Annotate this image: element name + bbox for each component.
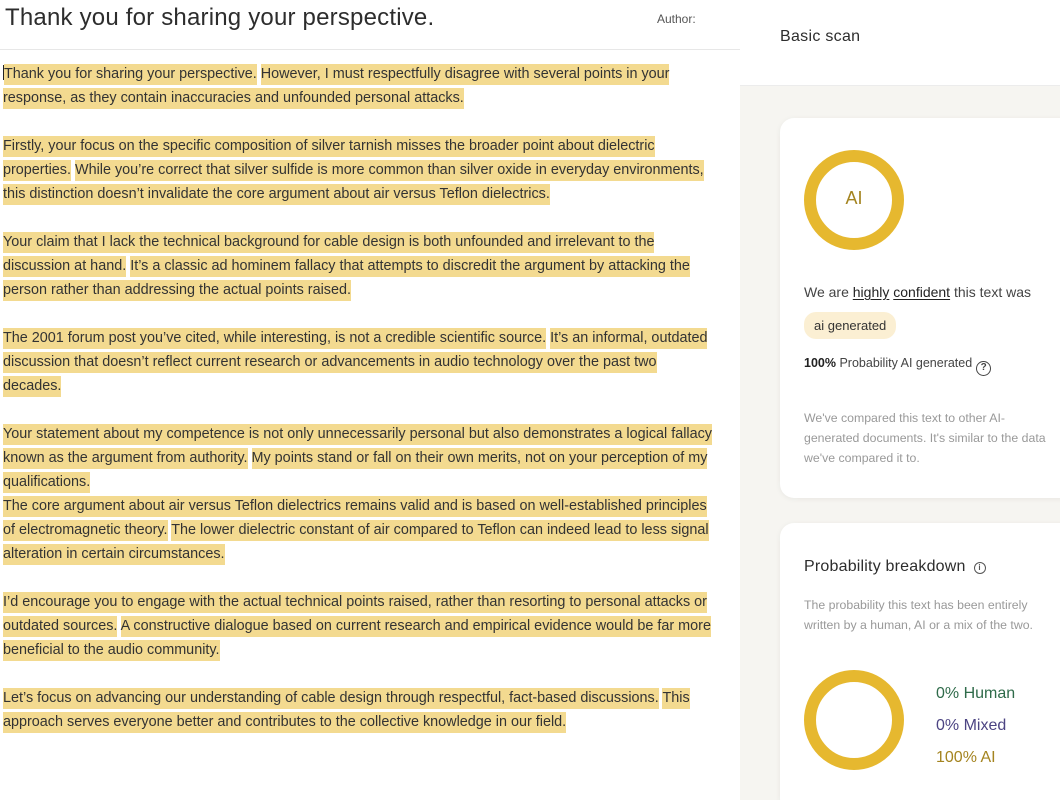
probability-label: Probability AI generated: [835, 356, 973, 370]
question-circle-icon[interactable]: ?: [976, 361, 991, 376]
document-title: Thank you for sharing your perspective.: [5, 4, 435, 31]
highlighted-sentence[interactable]: It’s an informal, outdated discussion that doesn’t reflect current research or advancements in audio technology over the past two decades.: [3, 328, 707, 397]
breakdown-card: [780, 523, 1060, 800]
document-paragraph: [3, 422, 715, 494]
legend-ai: 100% AI: [936, 749, 996, 766]
highlighted-sentence[interactable]: This approach serves everyone better and contributes to the collective knowledge in our field.: [3, 688, 690, 733]
confidence-prefix: We are: [804, 284, 853, 300]
highlighted-sentence[interactable]: The 2001 forum post you’ve cited, while interesting, is not a credible scientific source.: [3, 328, 546, 349]
highlighted-sentence[interactable]: My points stand or fall on their own merits, not on your perception of my qualifications.: [3, 448, 707, 493]
info-circle-icon[interactable]: i: [974, 562, 986, 574]
highlighted-sentence[interactable]: Your statement about my competence is not only unnecessarily personal but also demonstrates a logical fallacy known as the argument from authority.: [3, 424, 712, 469]
document-paragraph: [3, 494, 715, 566]
document-paragraph: [3, 230, 715, 302]
confidence-word-highly[interactable]: highly: [852, 284, 890, 300]
scan-header: [740, 0, 1060, 86]
document-paragraph: [3, 686, 715, 734]
confidence-suffix: this text was: [950, 284, 1031, 300]
highlighted-sentence[interactable]: Your claim that I lack the technical background for cable design is both unfounded and irrelevant to the discussion at hand.: [3, 232, 654, 277]
document-header: [0, 0, 740, 50]
comparison-text: We've compared this text to other AI-generated documents. It's similar to the data we've compared it to.: [804, 411, 1046, 465]
highlighted-sentence[interactable]: It’s a classic ad hominem fallacy that attempts to discredit the argument by attacking the person rather than addressing the actual points raised.: [3, 256, 690, 301]
highlighted-sentence[interactable]: The lower dielectric constant of air compared to Teflon can indeed lead to less signal alteration in certain circumstances.: [3, 520, 709, 565]
probability-line: [804, 356, 991, 376]
highlighted-sentence[interactable]: While you’re correct that silver sulfide is more common than silver oxide in everyday environments, this distinction doesn’t invalidate the core argument about air versus Teflon dielectrics.: [3, 160, 704, 205]
breakdown-description: The probability this text has been entirely written by a human, AI or a mix of the two.: [804, 598, 1033, 632]
highlighted-sentence[interactable]: The core argument about air versus Teflon dielectrics remains valid and is based on well-established principles of electromagnetic theory.: [3, 496, 707, 541]
ai-result-ring: [804, 150, 904, 250]
document-body[interactable]: [3, 62, 715, 758]
ai-ring-label: AI: [845, 188, 863, 208]
highlighted-sentence[interactable]: Let’s focus on advancing our understanding of cable design through respectful, fact-based discussions.: [3, 688, 659, 709]
document-paragraph: [3, 326, 715, 398]
highlighted-sentence[interactable]: Thank you for sharing your perspective.: [4, 64, 257, 85]
highlighted-sentence[interactable]: A constructive dialogue based on current research and empirical evidence would be far more beneficial to the audio community.: [3, 616, 711, 661]
document-paragraph: [3, 590, 715, 662]
legend-human: 0% Human: [936, 685, 1016, 702]
confidence-statement: [804, 284, 1031, 300]
result-card: [780, 118, 1060, 498]
document-paragraph: [3, 134, 715, 206]
breakdown-legend: [936, 678, 1015, 774]
confidence-word-confident[interactable]: confident: [893, 284, 951, 300]
author-label[interactable]: Author:: [657, 12, 696, 26]
highlighted-sentence[interactable]: Firstly, your focus on the specific composition of silver tarnish misses the broader point about dielectric properties.: [3, 136, 655, 181]
legend-mixed: 0% Mixed: [936, 717, 1007, 734]
ai-generated-badge: ai generated: [804, 312, 896, 339]
probability-value: 100%: [804, 356, 836, 370]
breakdown-ring: [804, 670, 904, 770]
highlighted-sentence[interactable]: I’d encourage you to engage with the actual technical points raised, rather than resorting to personal attacks or outdated sources.: [3, 592, 707, 637]
scan-sidebar: [740, 0, 1060, 800]
document-paragraph: [3, 62, 715, 110]
breakdown-title-text: Probability breakdown: [804, 558, 966, 575]
scan-title: Basic scan: [780, 28, 861, 45]
highlighted-sentence[interactable]: However, I must respectfully disagree with several points in your response, as they contain inaccuracies and unfounded personal attacks.: [3, 64, 669, 109]
breakdown-title: [804, 558, 986, 576]
